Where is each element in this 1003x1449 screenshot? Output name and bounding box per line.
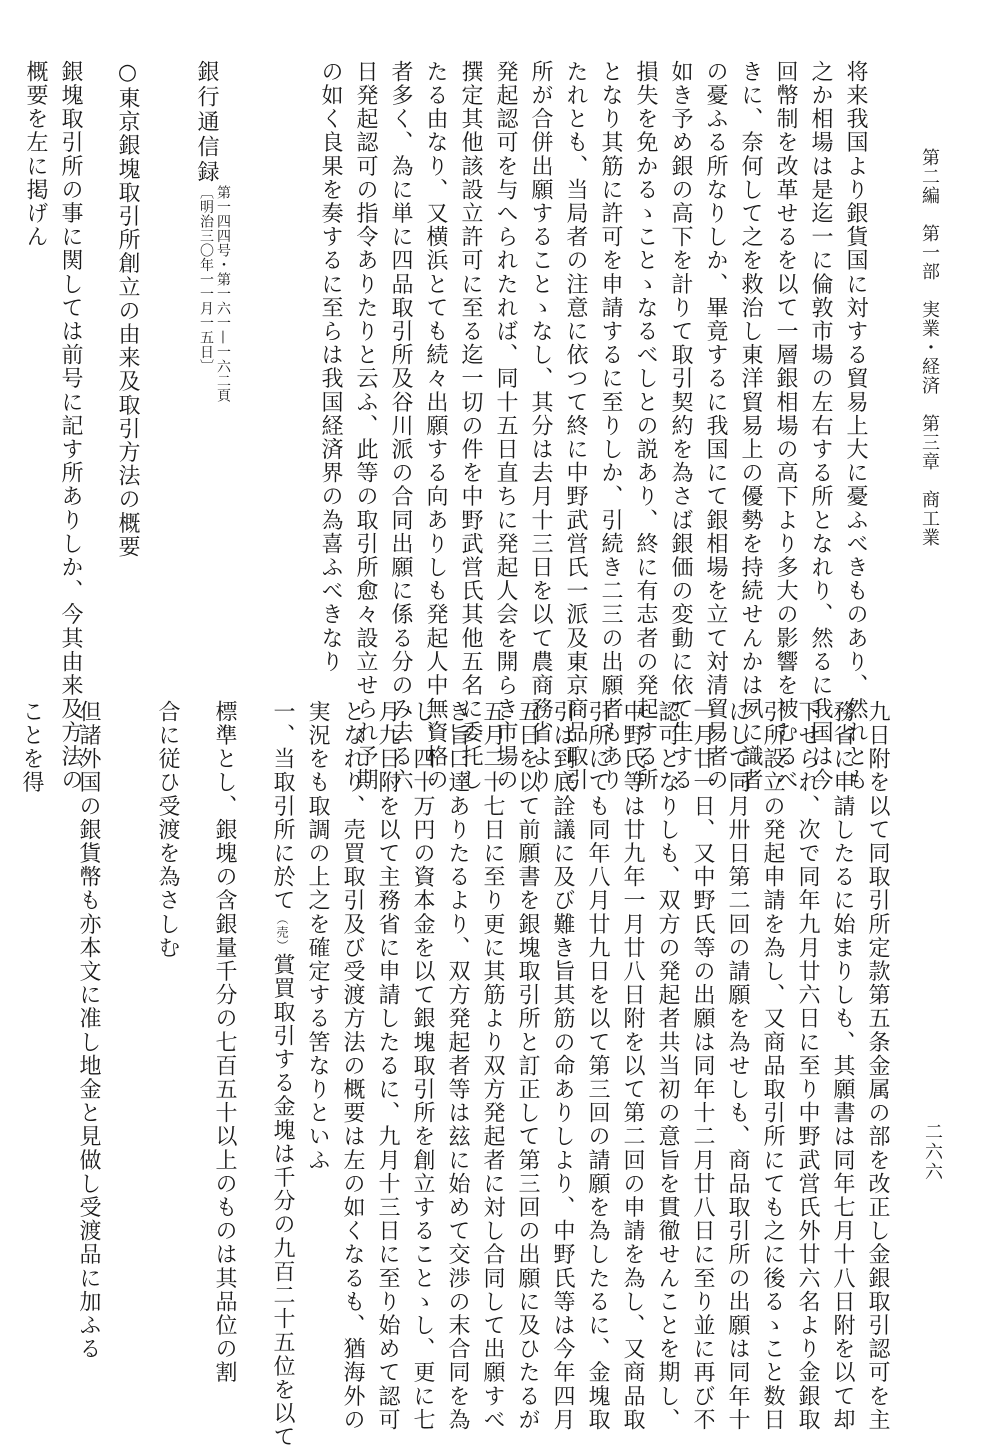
text-column: 所が合併出願することゝなし、其分は去月十三日を以て農商務省より [528,60,553,792]
text-column: たれとも、当局者の注意に依つて終に中野武営氏一派及東京商品取引 [563,60,588,792]
source-issue: 第一四四号・第一六一—一六二頁 [215,185,231,403]
text-column: 認可となりしも、双方の発起者共当初の意旨を貫徹せんことを期し、 [655,700,680,1432]
ruby-annotation: （売） [275,912,289,954]
text-column: となり其筋に許可を申請するに至りしか、引続き二三の出願者もあり [598,60,623,792]
lower-text-block [19,700,895,1449]
list-item-continuation: 合に従ひ受渡を為さしむ [155,700,180,960]
text-column: し、四十万円の資本金を以て銀塊取引所を創立することゝし、更に七 [410,700,435,1432]
text-column: 発起認可を与へられたれば、同十五日直ちに発起人会を開らき市場の [493,60,518,792]
text-column: 概要を左に掲げん [23,60,48,249]
text-column: 銀塊取引所の事に関しては前号に記す所ありしか、今其由来及方法の [58,60,83,792]
text-column: 之か相場は是迄一に倫敦市場の左右する所となれり、然るに我国は今 [808,60,833,792]
list-item [264,700,300,1449]
text-column: 九日附を以て同取引所定款第五条金属の部を改正し金銀取引認可を主 [865,700,890,1432]
text-column: 引所設立の発起申請を為し、又商品取引所にても之に後るゝこと数日 [760,700,785,1432]
text-column: 月九日附を以て主務省に申請したるに、九月十三日に至り始めて認可 [375,700,400,1432]
text-column [0,60,18,650]
text-column: 一月廿一日、又中野氏等の出願は同年十二月廿八日に至り並に再び不 [690,700,715,1432]
source-reference [197,185,231,403]
text-column: 務省に申請したるに始まりしも、其願書は同年七月十八日附を以て却 [830,700,855,1432]
page-number: 二六六 [922,1122,943,1182]
text-column: 将来我国より銀貨国に対する貿易上大に憂ふべきものあり、然れとも [843,60,868,792]
text-column: 日発起認可の指令ありたりと云ふ、此等の取引所愈々設立せられ予期 [353,60,378,792]
running-header: 第二編 第一部 実業・経済 第三章 商工業 [919,148,940,547]
text-column: 回幣制を改革せるを以て一層銀相場の高下より多大の影響を被むるべ [773,60,798,792]
text-column: の如く良果を奏するに至らは我国経済界の為喜ふべきなり [318,60,343,674]
text-column: 中野氏等は廿九年一月廿八日附を以て第二回の申請を為し、又商品取 [620,700,645,1432]
text-column: たる由なり、又横浜とても続々出願する向ありしも発起人中無資格の [423,60,448,792]
text-column: 如き予め銀の高下を計りて取引契約を為さば銀価の変動に依て生する [668,60,693,792]
text-column: 者多く、為に単に四品取引所及谷川派の合同出願に係る分のみ去る六 [388,60,413,792]
text-column: きに、奈何して之を救治し東洋貿易上の優勢を持続せんかは夙に識者 [738,60,763,792]
text-column: 下せられ、次で同年九月廿六日に至り中野武営氏外廿六名より金銀取 [795,700,820,1432]
section-subtitle: ○東京銀塊取引所創立の由来及取引方法の概要 [115,60,140,559]
list-item-rest: 賞買取引する金塊は千分の九百二十五位を以て [270,953,295,1449]
list-item-continuation: 標準とし、銀塊の含銀量千分の七百五十以上のものは其品位の割 [212,700,237,1385]
text-column: にして同月卅日第二回の請願を為せしも、商品取引所の出願は同年十 [725,700,750,1432]
text-column: 引所にても同年八月廿九日を以て第三回の請願を為したるに、金塊取 [585,700,610,1432]
text-column: 撰定其他該設立許可に至る迄一切の件を中野武営氏其他五名に委托し [458,60,483,792]
list-item-lead: 一、当取引所に於て [270,700,295,913]
text-column: 実況をも取調の上之を確定する筈なりといふ [305,700,330,1172]
source-date: 〔明治三〇年一一月一五日〕 [198,185,214,374]
text-column: となれり、売買取引及び受渡方法の概要は左の如くなるも、猶海外の [340,700,365,1432]
section-title-text: 銀行通信録 [194,60,219,185]
text-column: 五月二十七日に至り更に其筋より双方発起者に対し合同して出願すべ [480,700,505,1432]
column-gap [295,60,313,650]
text-column: 引は到底詮議に及び難き旨其筋の命ありしより、中野氏等は今年四月 [550,700,575,1432]
text-column: 五日を以て前願書を銀塊取引所と訂正して第三回の出願に及ひたるが [515,700,540,1432]
proviso-line: ことを得 [19,700,44,795]
text-column: の憂ふる所なりしか、畢竟するに我国にて銀相場を立て対清貿易者の [703,60,728,792]
proviso-line: 但諸外国の銀貨幣も亦本文に准し地金と見做し受渡品に加ふる [76,700,101,1361]
text-column: き旨口達ありたるより、双方発起者等は玆に始めて交渉の末合同を為 [445,700,470,1432]
section-title [189,60,295,650]
text-column: 損失を免かるゝことゝなるべしとの説あり、終に有志者の発起する所 [633,60,658,792]
